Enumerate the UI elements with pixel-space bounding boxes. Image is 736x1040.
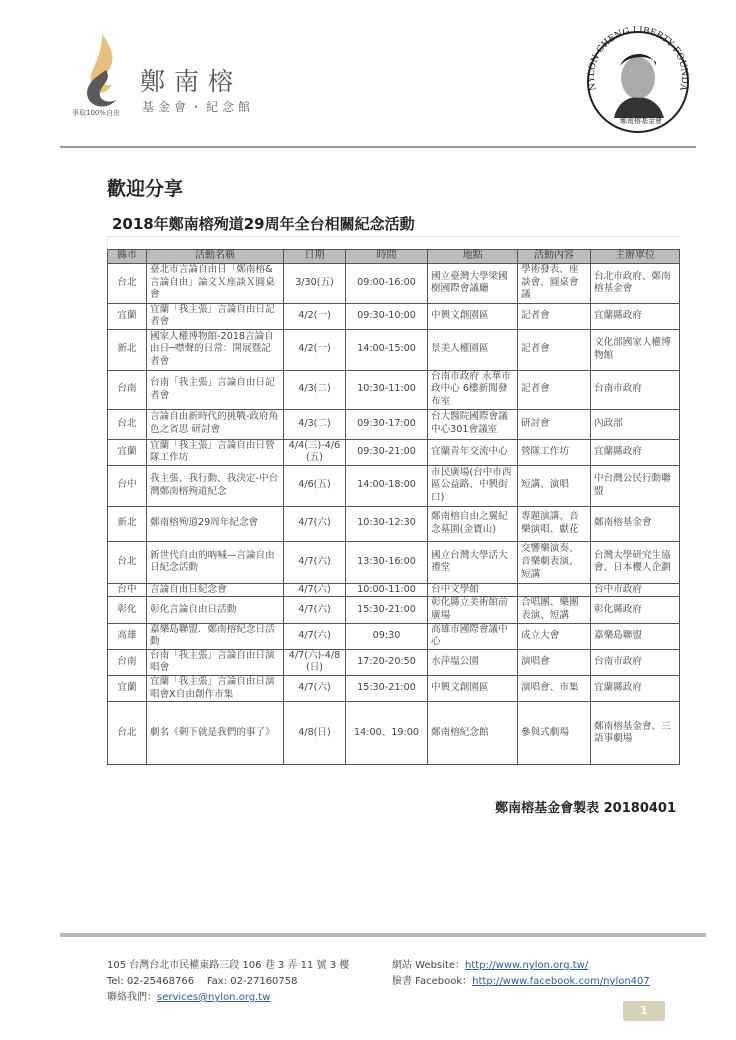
cell-organizer: 台南市政府	[591, 649, 680, 675]
column-header-organizer: 主辦單位	[591, 250, 680, 264]
cell-location: 中興文創園區	[428, 303, 518, 329]
table-row	[108, 465, 680, 506]
cell-content: 營隊工作坊	[518, 439, 591, 465]
cell-organizer: 嘉樂島聯盟	[591, 623, 680, 649]
cell-date: 4/3(二)	[284, 370, 346, 409]
table-row	[108, 303, 680, 329]
cell-organizer: 台中市政府	[591, 583, 680, 597]
cell-event-name: 宜蘭「我主張」言論自由日營隊工作坊	[147, 439, 284, 465]
cell-date: 4/7(六)	[284, 623, 346, 649]
cell-organizer: 台灣大學研究生協會、日本櫻人企劃	[591, 541, 680, 583]
cell-organizer: 鄭南榕基金會	[591, 506, 680, 541]
cell-event-name: 台南「我主張」言論自由日演唱會	[147, 649, 284, 675]
cell-location: 國立台灣大學活大禮堂	[428, 541, 518, 583]
cell-time: 09:30-10:00	[346, 303, 428, 329]
cell-county: 高雄	[108, 623, 147, 649]
cell-date: 4/7(六)-4/8(日)	[284, 649, 346, 675]
table-header-row	[108, 250, 680, 264]
cell-event-name: 彰化言論自由日活動	[147, 597, 284, 623]
table-row	[108, 702, 680, 765]
cell-event-name: 國家人權博物館-2018言論自由日─噤聲的日常：開展暨記者會	[147, 329, 284, 370]
table-row	[108, 370, 680, 409]
cell-content: 短講、演唱	[518, 465, 591, 506]
table-credit: 鄭南榕基金會製表 20180401	[495, 801, 676, 816]
cell-location: 景美人權園區	[428, 329, 518, 370]
cell-content	[518, 583, 591, 597]
cell-organizer: 內政部	[591, 409, 680, 439]
cell-content: 演唱會	[518, 649, 591, 675]
cell-organizer: 台南市政府	[591, 370, 680, 409]
svg-text:鄭南榕基金會: 鄭南榕基金會	[620, 117, 662, 125]
events-table	[107, 249, 680, 765]
footer-facebook-link[interactable]: http://www.facebook.com/nylon407	[472, 976, 650, 987]
foundation-logo	[72, 32, 272, 127]
cell-location: 台中文學館	[428, 583, 518, 597]
table-row	[108, 649, 680, 675]
footer-contact	[107, 958, 349, 1006]
cell-event-name: 劇名《剩下就是我們的事了》	[147, 702, 284, 765]
cell-county: 新北	[108, 506, 147, 541]
footer-tel: Tel: 02-25468766	[107, 976, 195, 987]
column-header-event-name: 活動名稱	[147, 250, 284, 264]
cell-content: 成立大會	[518, 623, 591, 649]
cell-event-name: 臺北市言論自由日「鄭南榕&言論自由」論文Ｘ座談Ｘ圓桌會	[147, 263, 284, 303]
blank-grid-row	[107, 236, 680, 250]
cell-county: 台北	[108, 702, 147, 765]
cell-organizer: 宜蘭縣政府	[591, 439, 680, 465]
cell-time: 14:00-15:00	[346, 329, 428, 370]
cell-time: 09:00-16:00	[346, 263, 428, 303]
cell-date: 4/7(六)	[284, 506, 346, 541]
cell-location: 台南市政府 永華市政中心 6樓新聞發布室	[428, 370, 518, 409]
cell-date: 4/7(六)	[284, 597, 346, 623]
cell-date: 4/4(三)-4/6(五)	[284, 439, 346, 465]
cell-county: 彰化	[108, 597, 147, 623]
cell-date: 4/2(一)	[284, 303, 346, 329]
cell-event-name: 嘉樂島聯盟．鄭南榕紀念日活動	[147, 623, 284, 649]
cell-organizer: 宜蘭縣政府	[591, 303, 680, 329]
footer-fax: Fax: 02-27160758	[206, 976, 298, 987]
footer-address: 105 台灣台北市民權東路三段 106 巷 3 弄 11 號 3 樓	[107, 960, 350, 971]
cell-location: 高雄市國際會議中心	[428, 623, 518, 649]
cell-location: 市民廣場(台中市西區公益路、中興街口)	[428, 465, 518, 506]
column-header-county: 縣市	[108, 250, 147, 264]
footer-phone	[107, 974, 349, 990]
table-row	[108, 329, 680, 370]
cell-time: 09:30-21:00	[346, 439, 428, 465]
footer-website-link[interactable]: http://www.nylon.org.tw/	[465, 960, 589, 971]
cell-time: 17:20-20:50	[346, 649, 428, 675]
header-divider	[60, 146, 696, 148]
cell-event-name: 宜蘭「我主張」言論自由日演唱會X自由創作市集	[147, 675, 284, 701]
table-row	[108, 409, 680, 439]
page-heading: 歡迎分享	[107, 178, 184, 200]
cell-county: 台南	[108, 649, 147, 675]
cell-organizer: 文化部國家人權博物館	[591, 329, 680, 370]
flame-logo-icon	[72, 32, 132, 112]
cell-county: 台南	[108, 370, 147, 409]
cell-organizer: 中台灣公民行動聯盟	[591, 465, 680, 506]
cell-content: 記者會	[518, 303, 591, 329]
table-row	[108, 623, 680, 649]
cell-county: 台北	[108, 541, 147, 583]
cell-date: 4/8(日)	[284, 702, 346, 765]
cell-date: 4/7(六)	[284, 583, 346, 597]
cell-county: 台北	[108, 263, 147, 303]
table-row	[108, 506, 680, 541]
cell-date: 4/3(二)	[284, 409, 346, 439]
cell-organizer: 鄭南榕基金會、三語事劇場	[591, 702, 680, 765]
cell-date: 3/30(五)	[284, 263, 346, 303]
cell-date: 4/2(一)	[284, 329, 346, 370]
cell-location: 台大醫院國際會議中心301會議室	[428, 409, 518, 439]
footer-divider	[60, 933, 706, 937]
cell-content: 參與式劇場	[518, 702, 591, 765]
cell-location: 水萍塭公園	[428, 649, 518, 675]
column-header-date: 日期	[284, 250, 346, 264]
cell-time: 13:30-16:00	[346, 541, 428, 583]
footer-website-label: 網站 Website：	[392, 960, 466, 971]
cell-county: 台中	[108, 465, 147, 506]
footer-links	[392, 958, 650, 990]
logo-slogan: 爭取100%自由	[72, 109, 121, 117]
cell-content: 專題演講、音樂演唱、獻花	[518, 506, 591, 541]
page-number: 1	[623, 1001, 665, 1021]
cell-event-name: 台南「我主張」言論自由日記者會	[147, 370, 284, 409]
footer-email-line	[107, 990, 349, 1006]
cell-date: 4/7(六)	[284, 541, 346, 583]
cell-event-name: 我主張、我行動、我決定-中台灣鄭南榕殉道紀念	[147, 465, 284, 506]
cell-location: 國立臺灣大學梁國樹國際會議廳	[428, 263, 518, 303]
foundation-seal	[576, 20, 700, 144]
column-header-content: 活動內容	[518, 250, 591, 264]
cell-event-name: 宜蘭「我主張」言論自由日記者會	[147, 303, 284, 329]
column-header-location: 地點	[428, 250, 518, 264]
footer-contact-label: 聯絡我們：	[107, 992, 157, 1003]
column-header-time: 時間	[346, 250, 428, 264]
cell-county: 宜蘭	[108, 439, 147, 465]
cell-location: 彰化縣立美術館前廣場	[428, 597, 518, 623]
cell-location: 中興文創園區	[428, 675, 518, 701]
table-row	[108, 597, 680, 623]
cell-organizer: 宜蘭縣政府	[591, 675, 680, 701]
cell-county: 台中	[108, 583, 147, 597]
cell-content: 演唱會、市集	[518, 675, 591, 701]
cell-time: 14:00-18:00	[346, 465, 428, 506]
cell-county: 台北	[108, 409, 147, 439]
cell-event-name: 言論自由新時代的挑戰-政府角色之省思 研討會	[147, 409, 284, 439]
cell-content: 交響樂演奏、音樂劇表演、短講	[518, 541, 591, 583]
table-row	[108, 541, 680, 583]
cell-location: 鄭南榕紀念館	[428, 702, 518, 765]
logo-name: 鄭南榕	[140, 67, 243, 96]
svg-text:NYLON CHENG LIBERTY FOUNDATION: NYLON CHENG LIBERTY FOUNDA	[586, 25, 690, 92]
cell-event-name: 言論自由日紀念會	[147, 583, 284, 597]
cell-county: 宜蘭	[108, 303, 147, 329]
cell-organizer: 彰化縣政府	[591, 597, 680, 623]
cell-content: 研討會	[518, 409, 591, 439]
cell-date: 4/7(六)	[284, 675, 346, 701]
cell-event-name: 鄭南榕殉道29周年紀念會	[147, 506, 284, 541]
cell-organizer: 台北市政府、鄭南榕基金會	[591, 263, 680, 303]
cell-time: 09:30-17:00	[346, 409, 428, 439]
cell-date: 4/6(五)	[284, 465, 346, 506]
cell-time: 15:30-21:00	[346, 597, 428, 623]
cell-time: 09:30	[346, 623, 428, 649]
cell-content: 合唱團、樂團表演、短講	[518, 597, 591, 623]
cell-time: 15:30-21:00	[346, 675, 428, 701]
footer-email-link[interactable]: services@nylon.org.tw	[157, 992, 271, 1003]
cell-county: 宜蘭	[108, 675, 147, 701]
cell-event-name: 新世代自由的吶喊—言論自由日紀念活動	[147, 541, 284, 583]
cell-content: 記者會	[518, 329, 591, 370]
document-title: 2018年鄭南榕殉道29周年全台相關紀念活動	[112, 215, 415, 233]
cell-time: 14:00、19:00	[346, 702, 428, 765]
table-row	[108, 263, 680, 303]
table-row	[108, 675, 680, 701]
cell-time: 10:00-11:00	[346, 583, 428, 597]
cell-county: 新北	[108, 329, 147, 370]
cell-location: 鄭南榕自由之翼紀念墓園(金寶山)	[428, 506, 518, 541]
cell-content: 記者會	[518, 370, 591, 409]
cell-location: 宜蘭青年交流中心	[428, 439, 518, 465]
footer-facebook-label: 臉書 Facebook：	[392, 976, 473, 987]
table-row	[108, 439, 680, 465]
logo-subtitle: 基金會・紀念館	[142, 100, 255, 114]
table-row	[108, 583, 680, 597]
cell-time: 10:30-11:00	[346, 370, 428, 409]
cell-content: 學術發表、座談會、圓桌會議	[518, 263, 591, 303]
cell-time: 10:30-12:30	[346, 506, 428, 541]
